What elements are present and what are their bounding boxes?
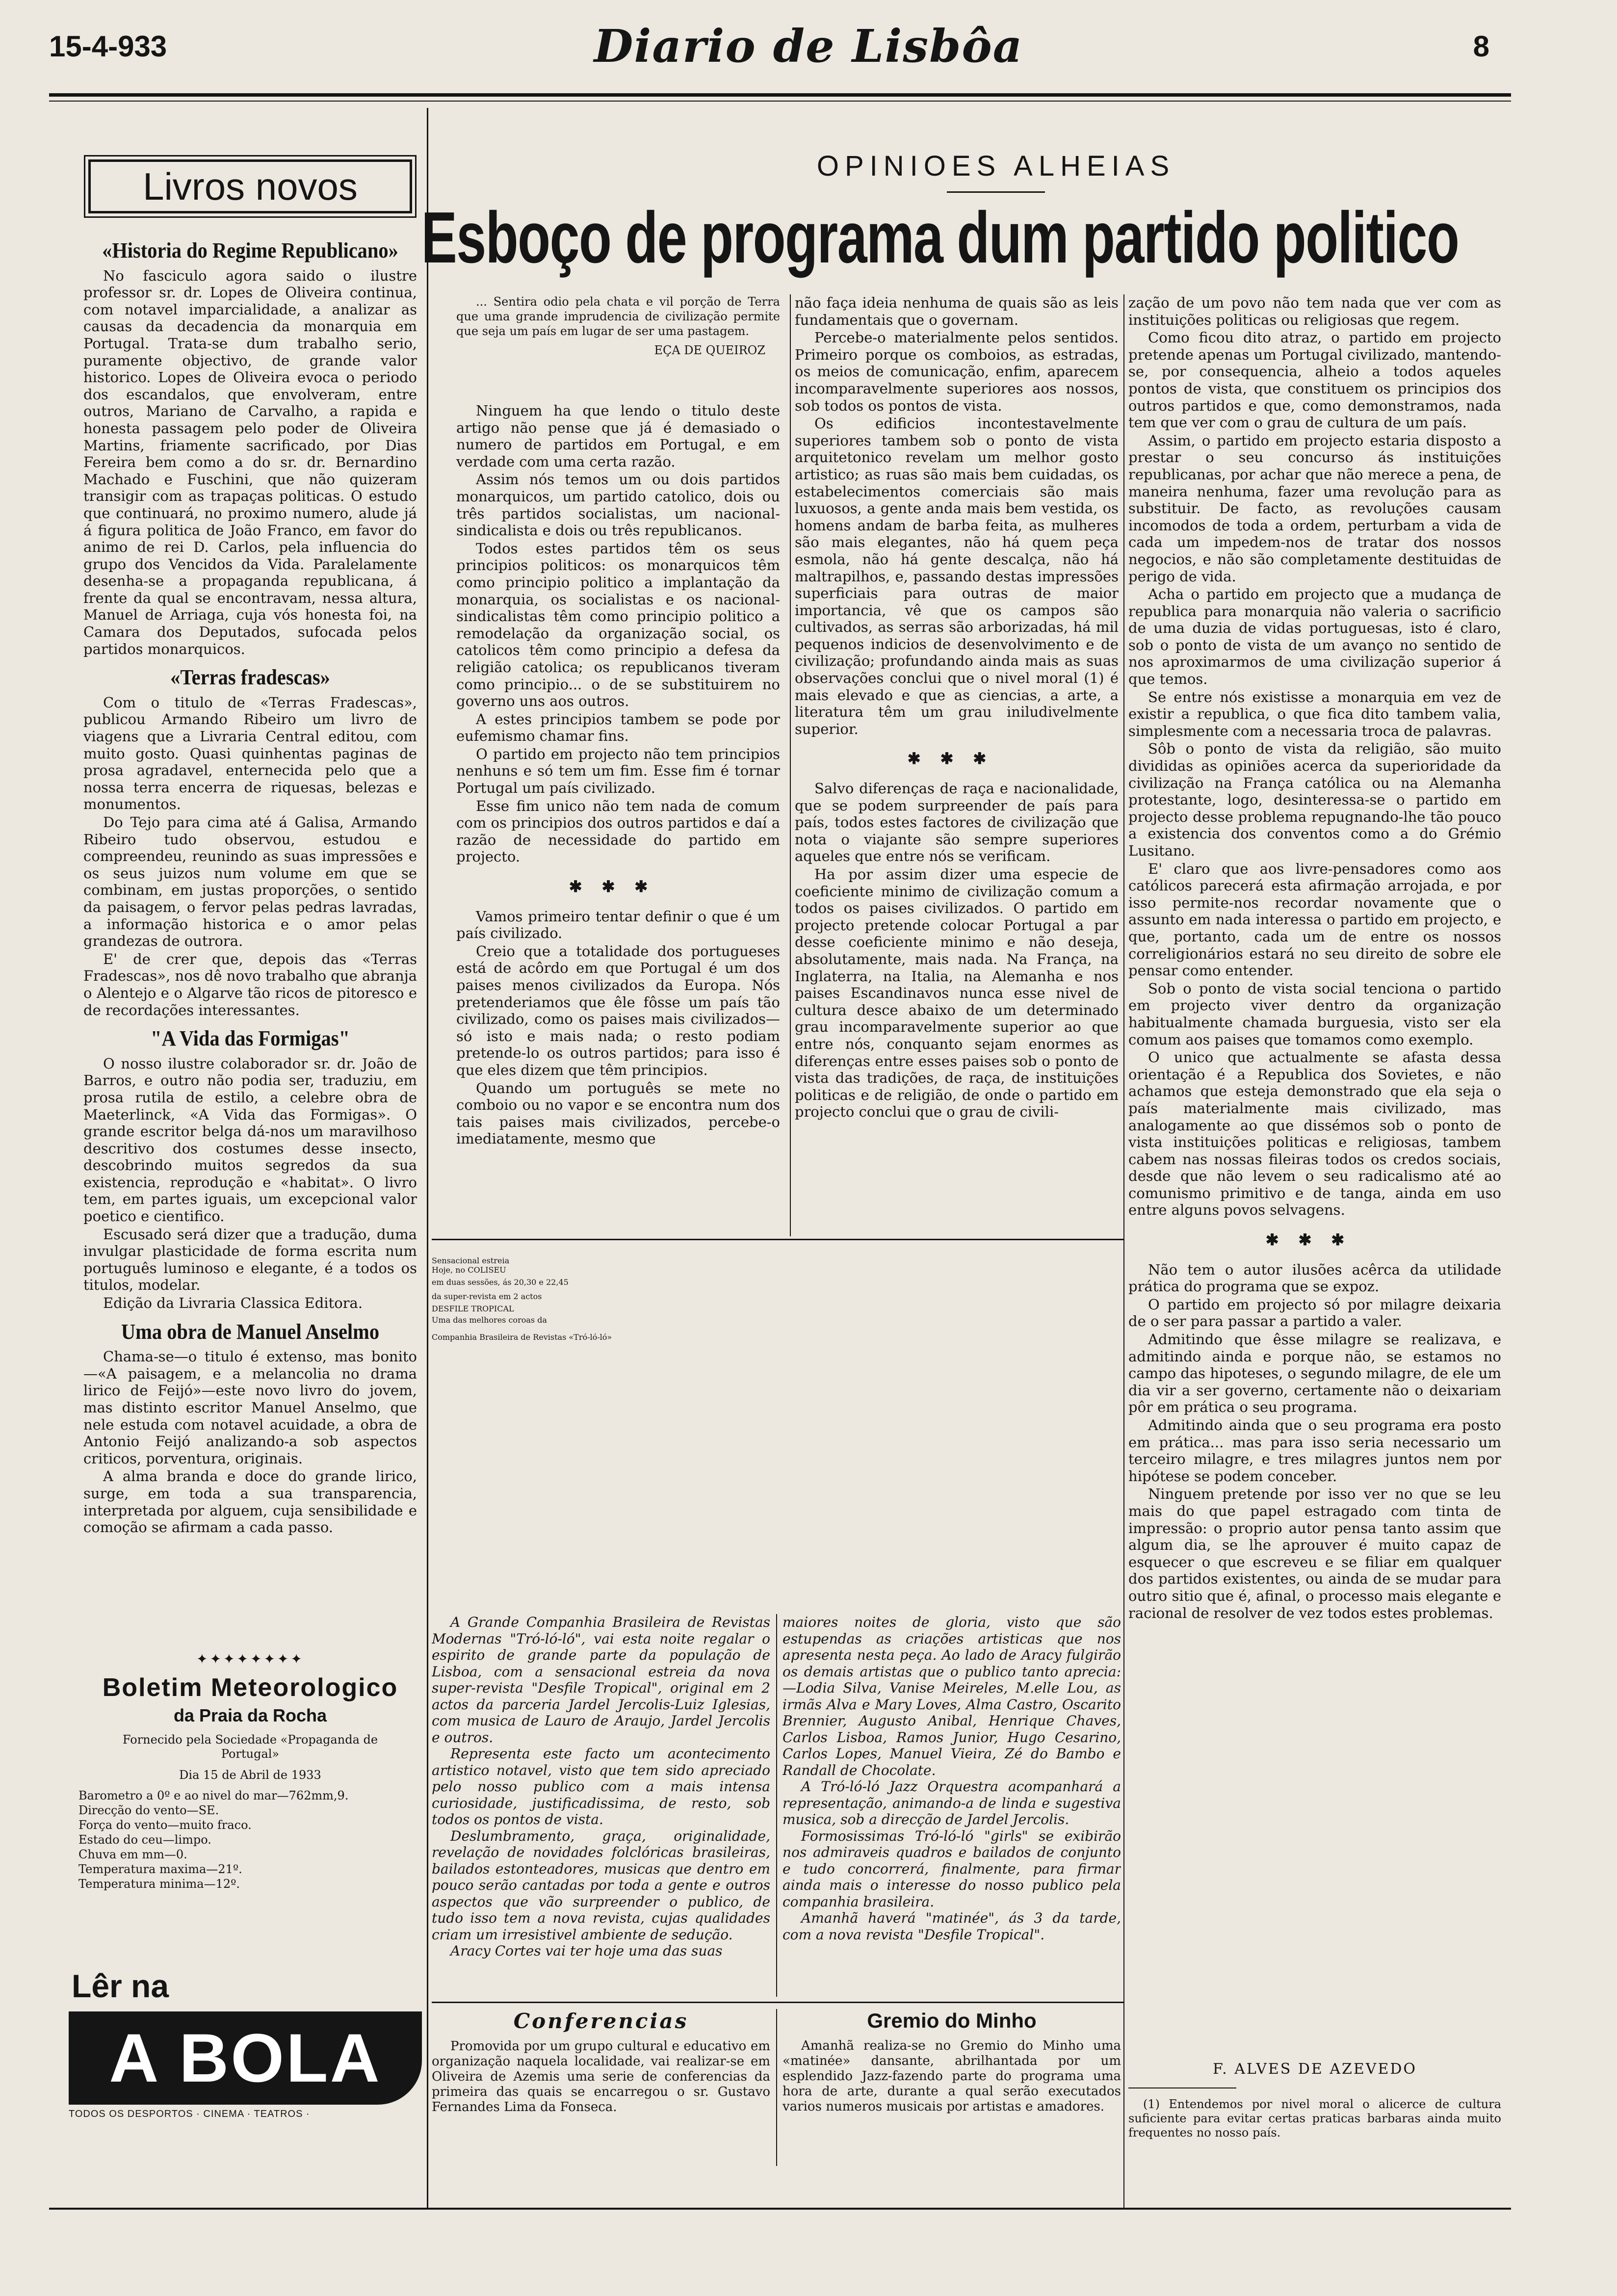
ad-bottom-rule [432, 2002, 1123, 2003]
article-paragraph: Todos estes partidos têm os seus principios politicos: os monarquicos têm como principio politico a implantação da monarquia, os socialistas e os nacional-sindicalistas têm como principio politico a remodelação da organização social, os catolicos têm como principio a defesa da religião catolica; os republicanos tiveram como principio... o de se substituirem no governo uns aos outros. [456, 540, 780, 710]
article-footnote: (1) Entendemos por nivel moral o alicerce de cultura suficiente para evitar certas praticas barbaras ainda muito frequentes no nosso país. [1128, 2097, 1501, 2139]
bola-logo: A BOLA [69, 2011, 422, 2105]
ad-text-left [432, 1614, 770, 1997]
page-number: 8 [1473, 30, 1489, 63]
section-separator: ✱✱✱ [569, 877, 668, 896]
kicker-rule [947, 191, 1045, 193]
box-divider [776, 2009, 777, 2166]
livros-heading-formigas: "A Vida das Formigas" [151, 1026, 350, 1051]
ad-tagline: Uma das melhores coroas da [432, 1315, 547, 1325]
masthead-title: Diario de Lisbôa [594, 20, 1023, 73]
article-paragraph: Admitindo ainda que o seu programa era posto em prática... mas para isso seria necessario um terceiro milagre, e tres milagres juntos nem por hipótese se podem conceber. [1128, 1417, 1501, 1485]
article-paragraph: Salvo diferenças de raça e nacionalidade, que se podem surpreender de país para país, todos estes factores de civilização que nota o viajante são sempre superiores aqueles que entre nós se verificam. [795, 780, 1119, 865]
article-paragraph: Os edificios incontestavelmente superiores tambem sob o ponto de vista arquitetonico revelam um melhor gosto artistico; as ruas são mais bem cuidadas, os estabelecimentos comerciais são mais luxuosos, a gente anda mais bem vestida, os homens andam de barba feita, as mulheres são mais elegantes, não há quem peça esmola, não há gente descalça, não há maltrapilhos, e, passando destas impressões superficiais para outras de maior importancia, vê que os campos são cultivados, as serras são arborizadas, há mil pequenos indicios de desenvolvimento e de civilização; profundando ainda mais as suas observações conclui que o nivel moral (1) é mais elevado e que as ciencias, a arte, a literatura têm um grau iniludivelmente superior. [795, 415, 1119, 737]
bola-ler-label: Lêr na [72, 1968, 169, 2004]
ad-column-divider [776, 1614, 777, 1997]
livros-paragraph: Chama-se—o titulo é extenso, mas bonito—«A paisagem, e a melancolia no drama lirico de Feijó»—este novo livro do jovem, mas distinto escritor Manuel Anselmo, que nele estuda com notavel acuidade, a obra de Antonio Feijó analizando-a sob aspectos criticos, porventura, originais. [83, 1348, 417, 1467]
meteo-box [78, 1673, 422, 1943]
meteo-row: Barometro a 0º e ao nivel do mar—762mm,9. [78, 1789, 349, 1802]
meteo-row: Estado do ceu—limpo. [78, 1833, 211, 1847]
gremio-box [782, 2009, 1121, 2114]
ad-paragraph: A Tró-ló-ló Jazz Orquestra acompanhará a representação, animando-a de linda e sugestiva musica, sob a direcção de Jardel Jercolis. [782, 1778, 1121, 1827]
article-kicker: OPINIOES ALHEIAS [816, 150, 1175, 182]
livros-paragraph: O nosso ilustre colaborador sr. dr. João de Barros, e outro não podia ser, traduziu, em prosa rutila de estilo, a celebre obra de Maeterlinck, «A Vida das Formigas». O grande escritor belga dá-nos um maravilhoso descritivo dos costumes desse insecto, descobrindo muitos segredos da sua existencia, reprodução e «habitat». O livro tem, em partes iguais, um excepcional valor poetico e cientifico. [83, 1055, 417, 1225]
article-paragraph: Sôb o ponto de vista da religião, são muito divididas as opiniões acerca da superioridade da civilização na França católica ou na Alemanha protestante, logo, desinteressa-se o partido em projecto desse problema repugnando-lhe tão pouco a existencia dos conventos como a do Grémio Lusitano. [1128, 740, 1501, 859]
livros-paragraph: E' de crer que, depois das «Terras Fradescas», nos dê novo trabalho que abranja o Alentejo e o Algarve tão ricos de pitoresco e de recordações interessantes. [83, 950, 417, 1018]
ad-paragraph: Representa este facto um acontecimento artistico notavel, visto que tem sido apreciado pelo nosso publico com a mais intensa curiosidade, justificadissima, de resto, sob todos os pontos de vista. [432, 1746, 770, 1827]
masthead-rule-top [49, 93, 1511, 97]
meteo-row: Temperatura maxima—21º. [78, 1862, 242, 1876]
conferencias-text [432, 2039, 770, 2115]
ad-paragraph: Deslumbramento, graça, originalidade, revelação de novidades folclóricas brasileiras, bailados estonteadores, musicas que dentro em pouco serão cantadas por toda a gente e outros aspectos que vão surpreender o publico, de tudo isso tem a nova revista, cujas qualidades criam um irresistivel ambiente de sedução. [432, 1827, 770, 1943]
page-bottom-rule [49, 2208, 1511, 2210]
article-paragraph: Percebe-o materialmente pelos sentidos. Primeiro porque os comboios, as estradas, os meios de comunicação, enfim, aparecem incomparavelmente superiores aos nossos, sob todos os pontos de vista. [795, 329, 1119, 414]
epigraph [456, 294, 780, 357]
livros-column [83, 231, 417, 1634]
livros-heading-historia: «Historia do Regime Republicano» [102, 238, 398, 262]
livros-paragraph: Do Tejo para cima até á Galisa, Armando Ribeiro tudo observou, estudou e compreendeu, reunindo as suas impressões e os seus juizos num volume em que se combinam, em justas proporções, o sentido da paisagem, o fervor pelas pedras lavradas, a informação historica e o amor pelas grandezas de outrora. [83, 814, 417, 950]
ornament-divider: ✦✦✦✦✦✦✦✦ [196, 1651, 304, 1667]
gremio-paragraph: Amanhã realiza-se no Gremio do Minho uma «matinée» dansante, abrilhantada por um esplendido Jazz-fazendo parte do programa uma hora de arte, durante a qual serão executados varios numeros musicais por artistas e amadores. [782, 2038, 1121, 2114]
a-bola-advertisement [69, 1967, 422, 2168]
ad-paragraph: A Grande Companhia Brasileira de Revistas Modernas "Tró-ló-ló", vai esta noite regalar o espirito de grande parte da população de Lisboa, com a sensacional estreia da nova super-revista "Desfile Tropical", original em 2 actos da parceria Jardel Jercolis-Luiz Iglesias, com musica de Lauro de Araujo, Jardel Jercolis e outros. [432, 1614, 770, 1746]
article-paragraph: Assim, o partido em projecto estaria disposto a prestar o seu concurso ás instituições republicanas, por achar que não merece a pena, de maneira nenhuma, fazer uma revolução para as substituir. De facto, as revoluções causam incomodos de toda a ordem, perturbam a vida de cada um impedem-nos de tratar dos nossos negocios, e não são completamente destituidas de perigo de vida. [1128, 432, 1501, 585]
livros-paragraph: Edição da Livraria Classica Editora. [103, 1295, 363, 1312]
meteo-credit: Fornecido pela Sociedade «Propaganda de Portugal» [122, 1733, 378, 1761]
ad-company: Companhia Brasileira de Revistas «Tró-ló-ló» [432, 1332, 612, 1342]
article-paragraph: O partido em projecto só por milagre deixaria de o ser para passar a partido a valer. [1128, 1296, 1501, 1330]
gremio-text [782, 2038, 1121, 2114]
ad-show-title: DESFILE TROPICAL [432, 1304, 514, 1313]
ad-paragraph: Formosissimas Tró-ló-ló "girls" se exibirão nos admiraveis quadros e bailados de conjunto e tudo concorrerá, finalmente, para firmar ainda mais o interesse do nosso publico pela companhia brasileira. [782, 1827, 1121, 1910]
section-separator: ✱✱✱ [907, 749, 1006, 768]
masthead-rule-thin [49, 101, 1511, 102]
livros-paragraph: Escusado será dizer que a tradução, duma invulgar plasticidade de forma escrita num português luminoso e elegante, é a todos os titulos, modelar. [83, 1226, 417, 1294]
ad-revista-desc: da super-revista em 2 actos [432, 1292, 542, 1301]
article-column-3 [1128, 294, 1501, 2041]
ad-paragraph: maiores noites de gloria, visto que são estupendas as criações artisticas que nos apresenta nesta peça. Ao lado de Aracy fulgirão os demais artistas que o publico tanto aprecia:—Lodia Silva, Vanise Meireles, M.elle Lou, as irmãs Alva e Mary Loves, Alma Castro, Oscarito Brennier, Augusto Anibal, Henrique Chaves, Carlos Lisboa, Ramos Junior, Hugo Cesarino, Carlos Lopes, Manuel Vieira, Zé do Bambo e Randall de Chocolate. [782, 1614, 1121, 1778]
livros-paragraph: No fasciculo agora saido o ilustre professor sr. dr. Lopes de Oliveira continua, com notavel imparcialidade, a analizar as causas da decadencia da monarquia em Portugal. Trata-se dum trabalho serio, puramente objectivo, de grande valor historico. Lopes de Oliveira evoca o periodo dos escandalos, que envolveram, entre outros, Mariano de Carvalho, a rapida e honesta passagem pelo poder de Oliveira Martins, friamente sacrificado, por Dias Fereira bem como a do sr. dr. Bernardino Machado e Fuschini, que não quizeram transigir com as trapaças politicas. O estudo que continuará, no proximo numero, alude já á figura politica de João Franco, em favor do animo de rei D. Carlos, pela influencia do grupo dos Vencidos da Vida. Paralelamente desenha-se a propaganda republicana, á frente da qual se encontravam, nessa altura, Manuel de Arriaga, cuja vós honesta foi, na Camara dos Deputados, sufocada pelos partidos monarquicos. [83, 267, 417, 657]
article-paragraph: Como ficou dito atraz, o partido em projecto pretende apenas um Portugal civilizado, mantendo-se, por consequencia, alheio a todos aqueles pontos de vista, que constituem os principios dos outros partidos e que, como demonstramos, nada tem que ver com o grau de cultura de um país. [1128, 329, 1501, 431]
article-column-1 [456, 402, 780, 1231]
gremio-title: Gremio do Minho [867, 2009, 1037, 2032]
meteo-title: Boletim Meteorologico [102, 1673, 398, 1702]
article-paragraph: Sob o ponto de vista social tenciona o partido em projecto viver dentro da organização habitualmente chamada burguesia, visto ser ela comum aos paises que tomamos como exemplo. [1128, 980, 1501, 1048]
article-paragraph: zação de um povo não tem nada que ver com as instituições politicas ou religiosas que regem. [1128, 294, 1501, 328]
column-divider [1123, 294, 1124, 2208]
section-separator: ✱✱✱ [1265, 1230, 1364, 1250]
meteo-readings [78, 1788, 422, 1891]
epigraph-text: ... Sentira odio pela chata e vil porção de Terra que uma grande imprudencia de civilização permite que seja um país em lugar de ser uma pastagem. [456, 295, 780, 338]
article-paragraph: E' claro que aos livre-pensadores como aos católicos parecerá esta afirmação arrojada, e por isso permite-nos recordar novamente que o assunto em nada interessa o partido em projecto, e que, portanto, cada um de entre os nossos correligionários estará no seu direito de sobre ele pensar como entender. [1128, 860, 1501, 979]
conferencias-box [432, 2009, 770, 2115]
bola-tagline: TODOS OS DESPORTOS · CINEMA · TEATROS · [69, 2109, 310, 2119]
footnote-rule [1128, 2087, 1236, 2088]
meteo-row: Chuva em mm—0. [78, 1848, 187, 1861]
article-paragraph: Se entre nós existisse a monarquia em vez de existir a republica, o que fica dito tambem valia, simplesmente com a necessaria troca de palavras. [1128, 688, 1501, 739]
ad-sessions: em duas sessões, ás 20,30 e 22,45 [432, 1278, 569, 1287]
ad-headline-estreia: Sensacional estreia [432, 1256, 510, 1265]
livros-paragraph: A alma branda e doce do grande lirico, surge, em toda a sua transparencia, interpretada por alguem, cuja sensibilidade e comoção se afirmam a cada passo. [83, 1468, 417, 1536]
ad-paragraph: Aracy Cortes vai ter hoje uma das suas [450, 1943, 723, 1959]
ad-text-right [782, 1614, 1121, 1997]
article-paragraph: A estes principios tambem se pode por eufemismo chamar fins. [456, 710, 780, 745]
article-paragraph: Assim nós temos um ou dois partidos monarquicos, um partido catolico, dois ou três partidos socialistas, um nacional-sindicalista e dois ou três republicanos. [456, 471, 780, 539]
article-paragraph: Esse fim unico não tem nada de comum com os principios dos outros partidos e daí a razão de necessidade do partido em projecto. [456, 797, 780, 865]
epigraph-author: EÇA DE QUEIROZ [654, 343, 765, 357]
article-signature: F. ALVES DE AZEVEDO [1212, 2061, 1417, 2078]
column-divider [427, 108, 428, 2208]
ad-paragraph: Amanhã haverá "matinée", ás 3 da tarde, com a nova revista "Desfile Tropical". [782, 1910, 1121, 1943]
livros-novos-box: Livros novos [88, 159, 412, 213]
conferencias-paragraph: Promovida por um grupo cultural e educativo em organização naquela localidade, vai realizar-se em Oliveira de Azemis uma serie de conferencias da primeira das quais se encarregou o sr. Gustavo Fernandes Lima da Fonseca. [432, 2039, 770, 2114]
ad-top-rule [432, 1239, 1123, 1240]
issue-date: 15-4-933 [49, 30, 167, 63]
meteo-row: Temperatura minima—12º. [78, 1877, 240, 1891]
column-divider [790, 294, 791, 1236]
meteo-subtitle: da Praia da Rocha [173, 1705, 327, 1725]
article-paragraph: Creio que a totalidade dos portugueses está de acôrdo em que Portugal é um dos paises menos civilizados da Europa. Nós pretenderiamos que êle fôsse um país tão civilizado, como os paises mais civilizados—só isto e mais nada; o resto podiam pretende-lo os outros partidos; para isso é que eles dizem que têm principios. [456, 942, 780, 1078]
livros-paragraph: Com o titulo de «Terras Fradescas», publicou Armando Ribeiro um livro de viagens que a Livraria Central editou, com muito gosto. Quasi quinhentas paginas de prosa agradavel, enternecida pelo que a nossa terra encerra de riquesas, belezas e monumentos. [83, 694, 417, 813]
article-paragraph: Ninguem pretende por isso ver no que se leu mais do que papel estragado com tinta de impressão: o proprio autor pensa tanto assim que algum dia, se lhe aprouver é muito capaz de esquecer o que escreveu e se filiar em qualquer dos partidos existentes, ou ainda de se mudar para outro sitio que é, afinal, o processo mais elegante e racional de resolver de vez todos estes problemas. [1128, 1486, 1501, 1621]
article-paragraph: Admitindo que êsse milagre se realizava, e admitindo ainda e porque não, se estamos no campo das hipoteses, o segundo milagre, de ele um dia vir a ser governo, certamente não o deixariam pôr em prática o seu programa. [1128, 1331, 1501, 1416]
meteo-row: Força do vento—muito fraco. [78, 1818, 252, 1832]
article-paragraph: Ninguem ha que lendo o titulo deste artigo não pense que já é demasiado o numero de partidos em Portugal, e em verdade com uma certa razão. [456, 402, 780, 470]
article-paragraph: Não tem o autor ilusões acêrca da utilidade prática do programa que se expoz. [1128, 1261, 1501, 1295]
article-paragraph: Ha por assim dizer uma especie de coeficiente minimo de civilização comum a todos os paises civilizados. O partido em projecto pretende colocar Portugal a par desse coeficiente minimo e não deseja, absolutamente, mais nada. Na França, na Inglaterra, na Italia, na Alemanha e nos paises Escandinavos nunca esse nivel de cultura desce abaixo de um determinado grau incomparavelmente superior ao que entre nós, conquanto sejam enormes as diferenças entre esses paises sob o ponto de vista das tradições, de raça, de instituições politicas e de religião, de onde o partido em projecto conclui que o grau de civili- [795, 866, 1119, 1121]
article-paragraph: Quando um português se mete no comboio ou no vapor e se encontra num dos tais paises mais civilizados, percebe-o imediatamente, mesmo que [456, 1079, 780, 1148]
article-paragraph: O unico que actualmente se afasta dessa orientação é a Republica dos Sovietes, e não achamos que esteja demonstrado que ela seja o país materialmente mais civilizado, mas analogamente ao que dissémos sob o ponto de vista instituições politicas e religiosas, tambem cabem nas nossas fileiras todos os credos sociais, desde que não levem o seu radicalismo até ao comunismo primitivo e de tanga, ainda em uso entre alguns povos selvagens. [1128, 1049, 1501, 1219]
ad-headline-coliseu: Hoje, no COLISEU [432, 1265, 506, 1275]
conferencias-title: Conferencias [513, 2009, 689, 2033]
meteo-date: Dia 15 de Abril de 1933 [179, 1768, 321, 1782]
article-headline: Esboço de programa dum partido politico [421, 197, 1459, 278]
article-paragraph: Acha o partido em projecto que a mudança de republica para monarquia não valeria o sacrificio de uma duzia de vidas portuguesas, isto é claro, sob o ponto de vista de um avanço no sentido de nos aproximarmos de uma civilização superior á que temos. [1128, 586, 1501, 688]
meteo-row: Direcção do vento—SE. [78, 1803, 219, 1817]
livros-heading-terras: «Terras fradescas» [170, 665, 330, 690]
article-column-2 [795, 294, 1119, 1231]
article-paragraph: não faça ideia nenhuma de quais são as leis fundamentais que o governam. [795, 294, 1119, 328]
article-paragraph: Vamos primeiro tentar definir o que é um país civilizado. [456, 908, 780, 942]
article-paragraph: O partido em projecto não tem principios nenhuns e só tem um fim. Esse fim é tornar Portugal um país civilizado. [456, 745, 780, 797]
livros-heading-anselmo: Uma obra de Manuel Anselmo [121, 1319, 380, 1344]
